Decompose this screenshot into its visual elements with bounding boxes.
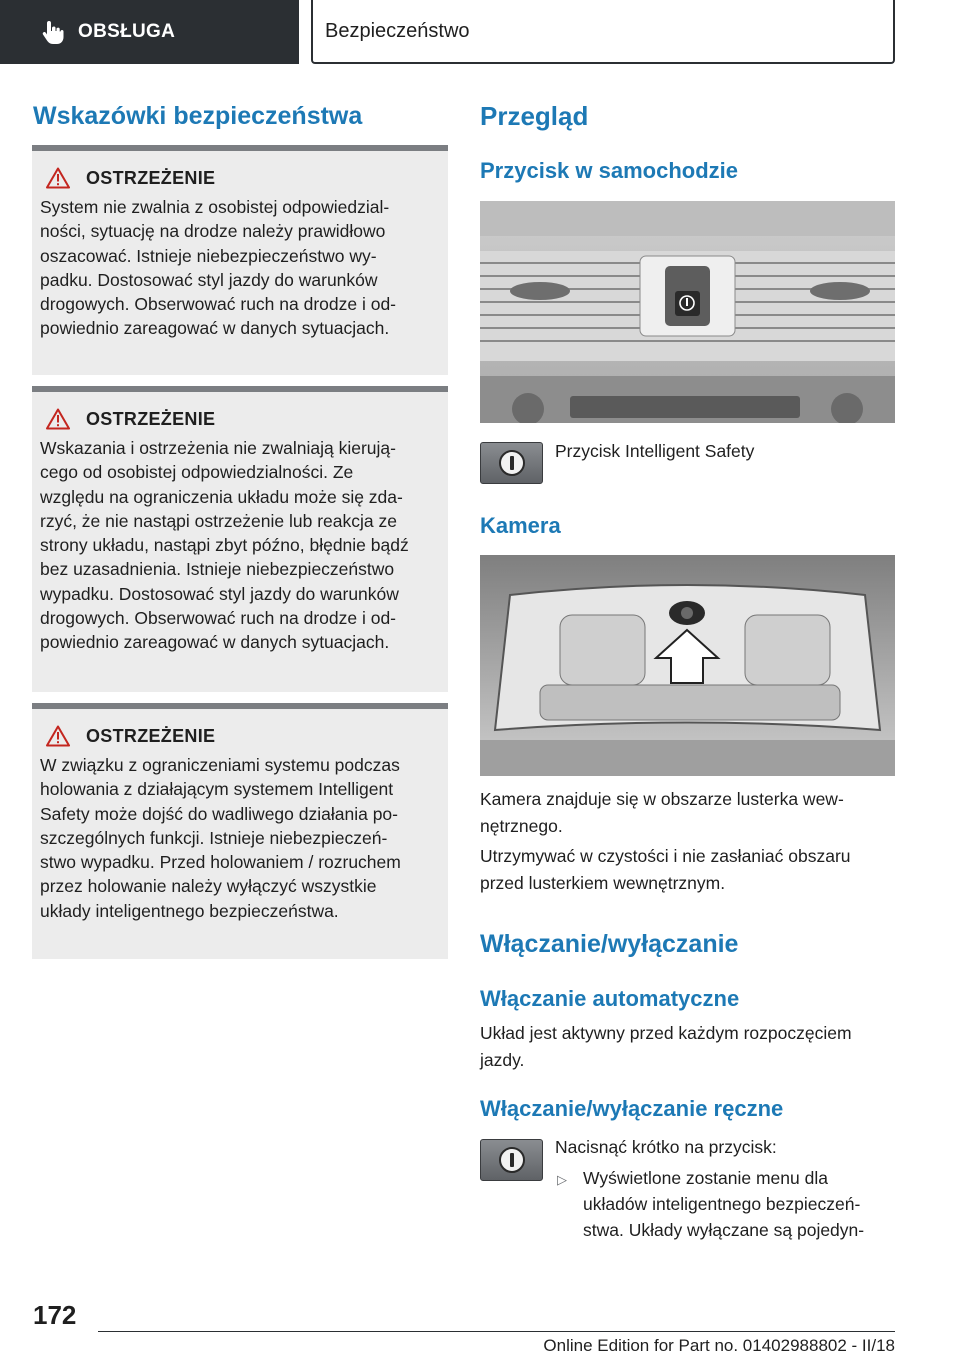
warning-triangle-icon	[46, 725, 70, 747]
footer-divider	[98, 1331, 895, 1332]
edition-text: Online Edition for Part no. 01402988802 - II/18	[543, 1336, 895, 1355]
warning-text: W związku z ograniczeniami systemu podczas holowania z działającym systemem Intelligent Safety może dojść do wadliwego działania po- szczególnych funkcji. Istnieje niebezpieczeń- stwo wypadku. Przed holowaniem / rozruchem przez holowanie należy wyłączyć wszystkie układy inteligentnego bezpieczeństwa.	[40, 755, 401, 921]
bullet-continuation: stwa. Układy wyłączane są pojedyn-	[583, 1220, 865, 1240]
topic-label: Bezpieczeństwo	[325, 19, 470, 42]
manual-on-off-title: Włączanie/wyłączanie ręczne	[480, 1096, 784, 1121]
warning-box-3	[32, 703, 448, 959]
warning-heading	[40, 408, 434, 430]
intelligent-safety-button-icon	[480, 1139, 543, 1181]
bullet-continuation: układów inteligentnego bezpieczeń-	[583, 1194, 861, 1214]
camera-title: Kamera	[480, 513, 561, 538]
topic-header	[311, 0, 895, 64]
hand-pointer-icon	[40, 19, 66, 45]
auto-on-text: Układ jest aktywny przed każdym rozpoczęciem jazdy.	[480, 1023, 852, 1070]
warning-heading-text: OSTRZEŻENIE	[86, 408, 216, 429]
warning-heading	[40, 725, 434, 747]
bullet-item: ▷ Wyświetlone zostanie menu dla	[557, 1166, 828, 1192]
warning-box-2	[32, 386, 448, 692]
bullet-triangle-icon: ▷	[557, 1172, 567, 1187]
warning-heading-text: OSTRZEŻENIE	[86, 725, 216, 746]
warning-text: System nie zwalnia z osobistej odpowiedzial- ności, sytuację na drodze należy prawidłowo oszacować. Istnieje niebezpieczeństwo wy- padku. Dostosować styl jazdy do warunków drogowych. Obserwować ruch na drodze i od- powiednio zareagować w danych sytuacjach.	[40, 197, 397, 339]
warning-heading	[40, 167, 434, 189]
warning-triangle-icon	[46, 408, 70, 430]
button-in-car-title: Przycisk w samochodzie	[480, 158, 738, 183]
warning-triangle-icon	[46, 167, 70, 189]
section-label: OBSŁUGA	[78, 21, 176, 42]
safety-tips-title: Wskazówki bezpieczeństwa	[33, 102, 363, 130]
warning-box-1	[32, 145, 448, 375]
camera-text-1: Kamera znajduje się w obszarze lusterka wew- nętrznego.	[480, 789, 844, 836]
warning-heading-text: OSTRZEŻENIE	[86, 167, 216, 188]
dashboard-button-image	[480, 201, 895, 423]
button-caption: Przycisk Intelligent Safety	[555, 441, 755, 461]
on-off-title: Włączanie/wyłączanie	[480, 930, 739, 958]
camera-windshield-image	[480, 555, 895, 776]
overview-title: Przegląd	[480, 101, 589, 131]
intelligent-safety-button-icon	[480, 442, 543, 484]
section-tab[interactable]	[0, 0, 299, 64]
warning-text: Wskazania i ostrzeżenia nie zwalniają kierują- cego od osobistej odpowiedzialności. Ze względu na ograniczenia układu może się zda- rzyć, że nie nastąpi ostrzeżenie lub reakcja ze strony układu, nastąpi zbyt późno, błędnie bądź bez uzasadnienia. Istnieje niebezpieczeństwo wypadku. Dostosować styl jazdy do warunków drogowych. Obserwować ruch na drodze i od- powiednio zareagować w danych sytuacjach.	[40, 438, 409, 653]
auto-on-title: Włączanie automatyczne	[480, 986, 740, 1011]
camera-text-2: Utrzymywać w czystości i nie zasłaniać obszaru przed lusterkiem wewnętrznym.	[480, 846, 851, 893]
page-number: 172	[33, 1300, 77, 1330]
manual-text: Nacisnąć krótko na przycisk:	[555, 1137, 777, 1157]
